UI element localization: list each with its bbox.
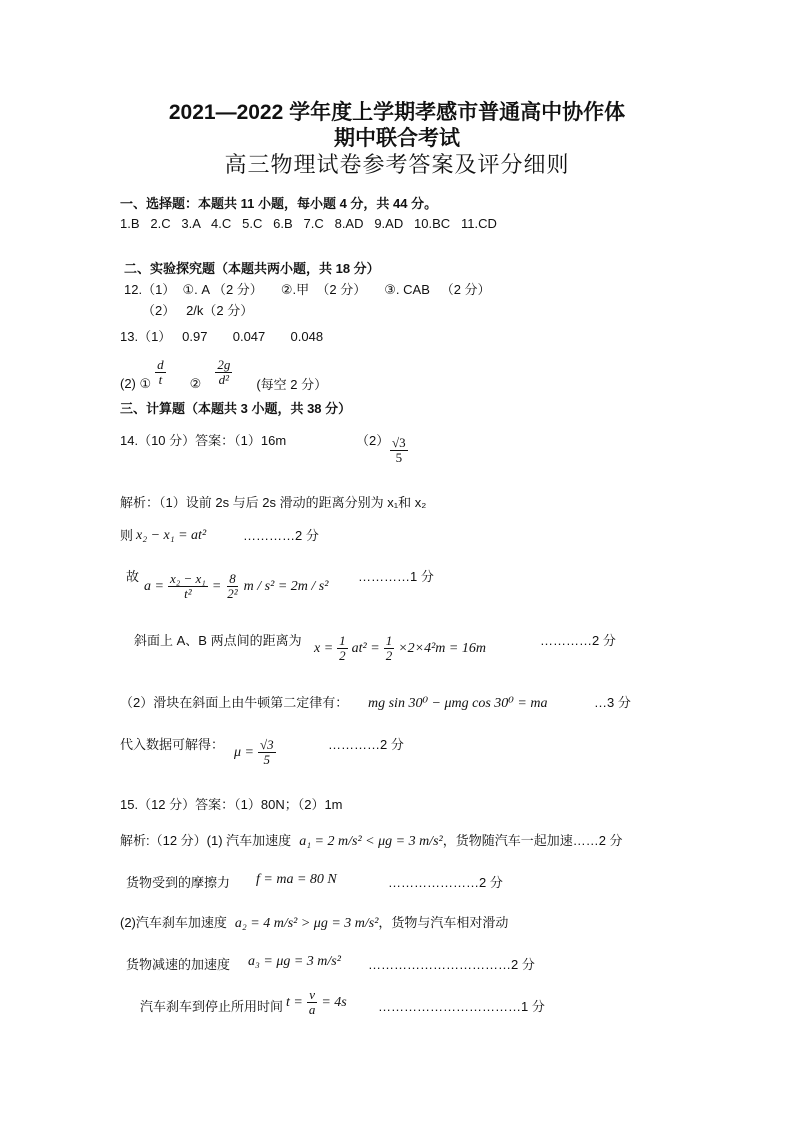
q14-eq3-rhs: ×2×4²m = 16m — [398, 640, 486, 656]
q15-analysis-a: 解析:（12 分）(1) 汽车加速度 — [120, 833, 292, 848]
section3-heading: 三、计算题（本题共 3 小题，共 38 分） — [120, 401, 352, 416]
q15-analysis-line — [120, 830, 623, 850]
q13-frac2 — [215, 358, 232, 388]
q13-prefix: (2) ① — [120, 375, 152, 391]
q14-analysis: 解析：（1）设前 2s 与后 2s 滑动的距离分别为 x₁和 x₂ — [120, 495, 427, 510]
q14-answer2-frac — [390, 436, 408, 466]
q14-eq3 — [314, 634, 486, 664]
q14-score4: …3 分 — [594, 695, 631, 710]
q14-eq4: mg sin 30⁰ − μmg cos 30⁰ = ma — [368, 696, 548, 711]
q15-time-lhs: t = — [286, 994, 303, 1010]
q14-eq3-frac1 — [337, 634, 348, 664]
q15-answer: 15.（12 分）答案：（1）80N；（2）1m — [120, 797, 343, 812]
q14-sub: 代入数据可解得： — [120, 737, 225, 752]
q14-eq3-num2: 1 — [385, 633, 393, 648]
q13-frac1-den: t — [158, 372, 163, 387]
q14-eq2-lhs: a = — [144, 578, 164, 594]
q15-time-den: a — [308, 1002, 316, 1018]
q13-frac2-num: 2g — [217, 356, 231, 372]
q15-brake-line — [120, 912, 508, 932]
q15-friction-label: 货物受到的摩擦力 — [126, 875, 231, 890]
title-line-3: 高三物理试卷参考答案及评分细则 — [224, 153, 570, 178]
q14-answer2-den: 5 — [395, 450, 403, 466]
q12-line2: （2） 2/k（2 分） — [142, 303, 254, 318]
q15-time-num: v — [309, 987, 315, 1002]
q14-eq3-frac2 — [384, 634, 395, 664]
q14-answer: 14.（10 分）答案：（1）16m — [120, 433, 287, 448]
q14-eq3-den2: 2 — [385, 648, 393, 664]
q15-brake-b: ，货物与汽车相对滑动 — [378, 915, 509, 930]
section1-heading: 一、选择题：本题共 11 小题，每小题 4 分，共 44 分。 — [120, 196, 438, 211]
q14-eq5-den: 5 — [263, 752, 271, 768]
q15-time-eq — [286, 988, 347, 1018]
q14-eq3-mid: at² = — [351, 640, 380, 656]
q13-frac1-num: d — [157, 356, 164, 372]
q14-score1: …………2 分 — [243, 528, 319, 543]
q13-line2 — [120, 352, 327, 393]
q15-time-label: 汽车刹车到停止所用时间 — [140, 999, 284, 1014]
title-line-2: 期中联合考试 — [334, 127, 460, 150]
q14-answer2-num: √3 — [392, 435, 406, 450]
q13-frac1 — [155, 358, 166, 388]
q15-analysis-eq: a₁ = 2 m/s² < μg = 3 m/s² — [299, 834, 443, 849]
q14-eq2-rhs: m / s² = 2m / s² — [243, 578, 329, 594]
q15-score3: ……………………………2 分 — [368, 957, 535, 972]
q14-eq3-lhs: x = — [314, 640, 334, 656]
q15-score4: ……………………………1 分 — [378, 999, 545, 1014]
q13-note: (每空 2 分） — [256, 377, 328, 392]
q12-line1: 12.（1） ①. A （2 分） ②.甲 （2 分） ③. CAB （2 分） — [124, 282, 491, 297]
q14-eq2-frac2 — [225, 572, 239, 602]
q14-eq1: x₂ − x₁ = at² — [136, 528, 207, 543]
q14-eq5 — [234, 738, 276, 768]
q14-eq5-frac — [258, 738, 276, 768]
q14-eq3-den1: 2 — [339, 648, 346, 664]
q14-dist-label: 斜面上 A、B 两点间的距离为 — [134, 633, 302, 648]
q14-eq5-lhs: μ = — [234, 744, 254, 760]
q14-eq3-num1: 1 — [339, 633, 346, 648]
q13-mid: ② — [189, 375, 202, 391]
q14-eq2-mid: = — [211, 578, 222, 594]
q15-decel-label: 货物减速的加速度 — [126, 957, 231, 972]
q15-brake-eq: a₂ = 4 m/s² > μg = 3 m/s² — [234, 916, 379, 931]
q14-so: 故 — [126, 569, 140, 584]
q14-then: 则 — [120, 528, 134, 543]
q15-friction-eq: f = ma = 80 N — [256, 872, 337, 887]
q14-eq2-frac1 — [168, 572, 208, 602]
section2-heading: 二、实验探究题（本题共两小题，共 18 分） — [124, 261, 380, 276]
q14-eq2-den2: 2² — [227, 586, 238, 602]
q15-score2: …………………2 分 — [388, 875, 503, 890]
q14-answer2-label: （2） — [356, 433, 390, 448]
q14-eq2-den: t² — [184, 586, 192, 602]
q14-eq2 — [144, 572, 328, 602]
q13-line1: 13.（1） 0.97 0.047 0.048 — [120, 329, 324, 344]
q14-score2: …………1 分 — [358, 569, 434, 584]
q14-eq2-num2: 8 — [229, 571, 236, 586]
q15-decel-eq: a₃ = μg = 3 m/s² — [248, 954, 341, 969]
q13-frac2-den: d² — [218, 372, 230, 387]
q15-brake-a: (2)汽车刹车加速度 — [120, 915, 227, 930]
q15-time-rhs: = 4s — [321, 994, 347, 1010]
q15-time-frac — [307, 988, 318, 1018]
title-line-1: 2021—2022 学年度上学期孝感市普通高中协作体 — [168, 101, 626, 124]
q15-analysis-b: ，货物随汽车一起加速……2 分 — [442, 833, 623, 848]
q14-part2: （2）滑块在斜面上由牛顿第二定律有： — [120, 695, 349, 710]
q14-eq5-num: √3 — [259, 737, 274, 752]
q14-eq2-num: x₂ − x₁ — [169, 571, 206, 586]
q14-score3: …………2 分 — [540, 633, 616, 648]
section1-answers: 1.B 2.C 3.A 4.C 5.C 6.B 7.C 8.AD 9.AD 10.BC 11.CD — [120, 216, 497, 231]
q14-score5: …………2 分 — [328, 737, 404, 752]
